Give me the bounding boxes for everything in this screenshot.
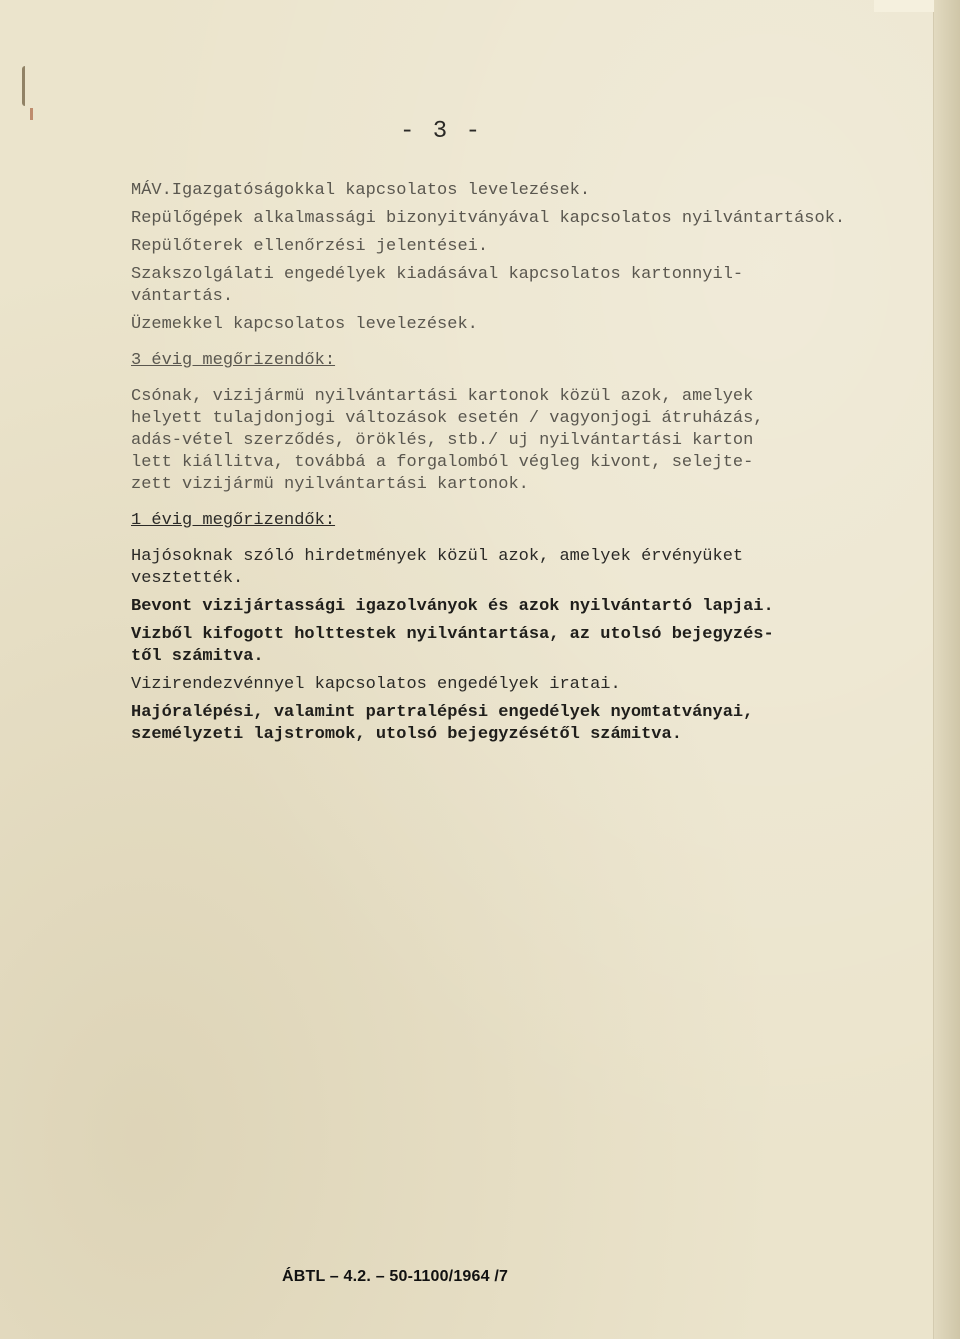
entry-licence-cards: Szakszolgálati engedélyek kiadásával kapcsolatos kartonnyil- vántartás. xyxy=(131,265,744,306)
entry-aircraft-certificates: Repülőgépek alkalmassági bizonyitványával kapcsolatos nyilvántartások. xyxy=(131,209,846,228)
entry-revoked-certificates: Bevont vizijártassági igazolványok és azok nyilvántartó lapjai. xyxy=(131,597,774,616)
archive-reference: ÁBTL – 4.2. – 50-1100/1964 /7 xyxy=(282,1268,509,1285)
entry-water-event-permits: Vizirendezvénnyel kapcsolatos engedélyek iratai. xyxy=(131,675,621,694)
entry-airfield-reports: Repülőterek ellenőrzési jelentései. xyxy=(131,237,489,256)
page-number: - 3 - xyxy=(400,118,483,145)
entry-recovered-bodies-register: Vizből kifogott holttestek nyilvántartása, az utolsó bejegyzés- től számitva. xyxy=(131,625,774,666)
document-body xyxy=(131,180,891,746)
entry-plant-correspondence: Üzemekkel kapcsolatos levelezések. xyxy=(131,315,478,334)
rust-mark xyxy=(30,108,33,120)
entry-mav-correspondence: MÁV.Igazgatóságokkal kapcsolatos levelezések. xyxy=(131,181,591,200)
entry-boat-registration-cards: Csónak, vizijármü nyilvántartási kartonok közül azok, amelyek helyett tulajdonjogi változások esetén / vagyonjogi átruházás, adás-vétel szerződés, öröklés, stb./ uj nyilvántartási karton lett kiállitva, továbbá a forgalomból végleg kivont, selejte- zett vizijármü nyilvántartási kartonok. xyxy=(131,387,764,494)
section-heading-1-year: 1 évig megőrizendők: xyxy=(131,511,336,530)
section-heading-3-years: 3 évig megőrizendők: xyxy=(131,351,336,370)
page-corner xyxy=(874,0,934,12)
entry-boarding-permit-forms: Hajóralépési, valamint partralépési engedélyek nyomtatványai, személyzeti lajstromok, utolsó bejegyzésétől számitva. xyxy=(131,703,754,744)
entry-boater-notices: Hajósoknak szóló hirdetmények közül azok, amelyek érvényüket vesztették. xyxy=(131,547,744,588)
staple-mark xyxy=(22,66,39,106)
page-edge xyxy=(933,0,960,1339)
